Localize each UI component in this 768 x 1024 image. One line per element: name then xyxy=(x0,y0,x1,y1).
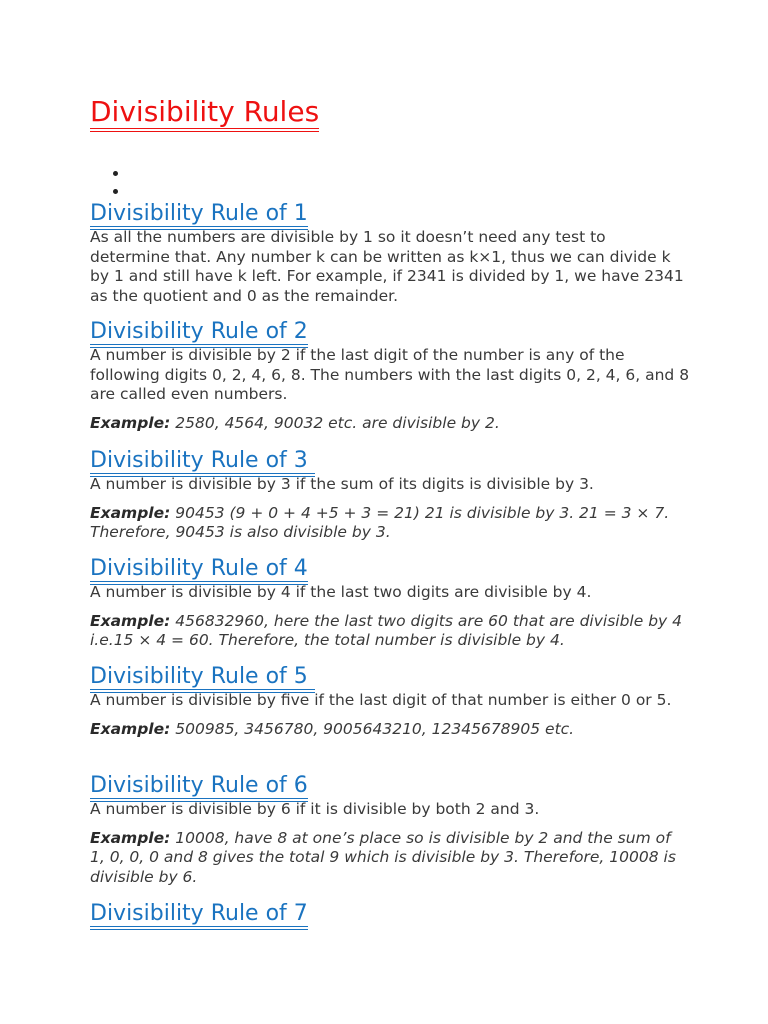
example-label: Example: xyxy=(90,828,171,847)
section-body: A number is divisible by five if the last digit of that number is either 0 or 5. xyxy=(90,691,672,709)
section-rule-7 xyxy=(90,900,690,928)
section-heading-link[interactable]: Divisibility Rule of 4 xyxy=(90,556,308,585)
section-heading[interactable] xyxy=(90,447,690,475)
example-text: 500985, 3456780, 9005643210, 12345678905 etc. xyxy=(175,719,575,738)
section-rule-1 xyxy=(90,200,690,306)
section-heading-link[interactable]: Divisibility Rule of 6 xyxy=(90,773,308,802)
section-heading[interactable] xyxy=(90,318,690,346)
example-text: 2580, 4564, 90032 etc. are divisible by 2. xyxy=(175,413,500,432)
example-label: Example: xyxy=(90,719,171,738)
section-example xyxy=(90,612,690,651)
section-heading-link[interactable]: Divisibility Rule of 2 xyxy=(90,319,308,348)
section-heading-link[interactable]: Divisibility Rule of 5 xyxy=(90,664,315,693)
section-heading-link[interactable]: Divisibility Rule of 1 xyxy=(90,201,308,230)
example-text: 10008, have 8 at one’s place so is divisible by 2 and the sum of 1, 0, 0, 0 and 8 gives the total 9 which is divisible by 3. Therefore, 10008 is divisible by 6. xyxy=(90,828,676,886)
section-rule-6 xyxy=(90,772,690,887)
section-example xyxy=(90,720,690,740)
section-heading-link[interactable]: Divisibility Rule of 7 xyxy=(90,901,308,930)
section-body: As all the numbers are divisible by 1 so it doesn’t need any test to determine that. Any number k can be written as k×1, thus we can divide k by 1 and still have k left. For example, if 2341 is divided by 1, we have 2341 as the quotient and 0 as the remainder. xyxy=(90,228,684,305)
section-example xyxy=(90,829,690,888)
section-body: A number is divisible by 3 if the sum of its digits is divisible by 3. xyxy=(90,475,594,493)
section-example xyxy=(90,414,690,434)
section-body: A number is divisible by 6 if it is divisible by both 2 and 3. xyxy=(90,800,540,818)
page-title xyxy=(90,94,319,130)
section-heading[interactable] xyxy=(90,900,690,928)
section-rule-2 xyxy=(90,318,690,433)
section-heading[interactable] xyxy=(90,772,690,800)
section-body: A number is divisible by 4 if the last two digits are divisible by 4. xyxy=(90,583,592,601)
example-text: 456832960, here the last two digits are 60 that are divisible by 4 i.e.15 × 4 = 60. Therefore, the total number is divisible by 4. xyxy=(90,611,682,649)
section-rule-4 xyxy=(90,555,690,651)
section-body: A number is divisible by 2 if the last digit of the number is any of the following digits 0, 2, 4, 6, 8. The numbers with the last digits 0, 2, 4, 6, and 8 are called even numbers. xyxy=(90,346,690,403)
example-label: Example: xyxy=(90,503,171,522)
example-label: Example: xyxy=(90,413,171,432)
section-heading-link[interactable]: Divisibility Rule of 3 xyxy=(90,448,315,477)
example-text: 90453 (9 + 0 + 4 +5 + 3 = 21) 21 is divisible by 3. 21 = 3 × 7. Therefore, 90453 is also divisible by 3. xyxy=(90,503,670,541)
section-rule-5 xyxy=(90,663,690,739)
section-example xyxy=(90,504,690,543)
example-label: Example: xyxy=(90,611,171,630)
section-heading[interactable] xyxy=(90,663,690,691)
section-heading[interactable] xyxy=(90,555,690,583)
section-heading[interactable] xyxy=(90,200,690,228)
section-rule-3 xyxy=(90,447,690,543)
page-title-text: Divisibility Rules xyxy=(90,95,319,132)
